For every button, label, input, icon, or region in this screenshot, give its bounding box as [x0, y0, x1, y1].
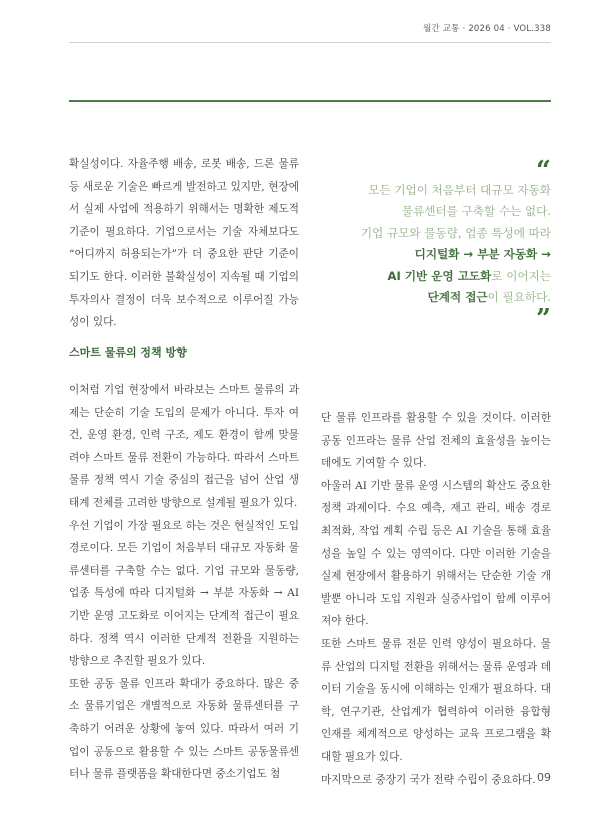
- pull-quote-text: 이 필요하다.: [487, 290, 551, 305]
- page-number: 09: [537, 771, 551, 784]
- body-paragraph: 아울러 AI 기반 물류 운영 시스템의 확산도 중요한 정책 과제이다. 수요 예측, 재고 관리, 배송 경로 최적화, 작업 계획 수립 등은 AI 기술을 통해 효율성을 높일 수 있는 영역이다. 다만 이러한 기술을 실제 현장에서 활용하기 위해서는 단순한 기술 개발뿐 아니라 도입 지원과 실증사업이 함께 이루어져야 한다.: [321, 479, 551, 628]
- section-heading: 스마트 물류의 정책 방향: [69, 346, 187, 359]
- pull-quote-line: 모든 기업이 처음부터 대규모 자동화: [368, 183, 551, 197]
- body-paragraph: 마지막으로 중장기 국가 전략 수립이 중요하다.: [321, 773, 536, 786]
- pull-quote-text: 로 이어지는: [491, 268, 551, 283]
- pull-quote-line: 기업 규모와 물동량, 업종 특성에 따라: [360, 225, 551, 240]
- body-paragraph: 이처럼 기업 현장에서 바라보는 스마트 물류의 과제는 단순히 기술 도입의 문제가 아니다. 투자 여건, 운영 환경, 인력 구조, 제도 환경이 함께 맞물려야 스마트 물류 전환이 가능하다. 따라서 스마트 물류 정책 역시 기술 중심의 접근을 넘어 산업 생태계 전체를 고려한 방향으로 설계될 필요가 있다.: [69, 384, 299, 509]
- body-paragraph: 우선 기업이 가장 필요로 하는 것은 현실적인 도입 경로이다. 모든 기업이 처음부터 대규모 자동화 물류센터를 구축할 수는 없다. 기업 규모와 물동량, 업종 특성에 따라 디지털화 → 부분 자동화 → AI 기반 운영 고도화로 이어지는 단계적 접근이 필요하다. 정책 역시 이러한 단계적 전환을 지원하는 방향으로 추진할 필요가 있다.: [69, 519, 299, 668]
- body-paragraph: 단 물류 인프라를 활용할 수 있을 것이다. 이러한 공동 인프라는 물류 산업 전체의 효율성을 높이는 데에도 기여할 수 있다.: [321, 412, 551, 470]
- body-paragraph: 또한 스마트 물류 전문 인력 양성이 필요하다. 물류 산업의 디지털 전환을 위해서는 물류 운영과 데이터 기술을 동시에 이해하는 인재가 필요하다. 대학, 연구기관, 산업계가 협력하여 이러한 융합형 인재를 체계적으로 양성하는 교육 프로그램을 확대할 필요가 있다.: [321, 637, 551, 763]
- pull-quote-line: 물류센터를 구축할 수는 없다.: [401, 204, 551, 219]
- body-paragraph: 또한 공동 물류 인프라 확대가 중요하다. 많은 중소 물류기업은 개별적으로 자동화 물류센터를 구축하기 어려운 상황에 놓여 있다. 따라서 여러 기업이 공동으로 활용할 수 있는 스마트 공동물류센터나 물류 플랫폼을 확대한다면 중소기업도 첨: [69, 677, 299, 781]
- pull-quote-emphasis: AI 기반 운영 고도화: [387, 268, 492, 283]
- right-column: [321, 407, 551, 791]
- header-divider: [69, 42, 551, 43]
- magazine-header: 월간 교통 · 2026 04 · VOL.338: [423, 24, 551, 34]
- pull-quote-emphasis: 단계적 접근: [427, 290, 488, 305]
- accent-divider: [69, 100, 551, 102]
- body-paragraph: 확실성이다. 자율주행 배송, 로봇 배송, 드론 물류 등 새로운 기술은 빠르게 발전하고 있지만, 현장에서 실제 사업에 적용하기 위해서는 명확한 제도적 기준이 필요하다. 기업으로서는 기술 자체보다도 “어디까지 허용되는가”가 더 중요한 판단 기준이 되기도 한다. 이러한 불확실성이 지속될 때 기업의 투자의사 결정이 더욱 보수적으로 이루어질 가능성이 있다.: [69, 158, 299, 329]
- pull-quote-line: [311, 266, 551, 287]
- pull-quote-line: 디지털화 → 부분 자동화 →: [414, 247, 551, 262]
- left-column: [69, 379, 299, 786]
- open-quote-icon: “: [536, 156, 551, 186]
- pull-quote: [311, 156, 551, 335]
- close-quote-icon: ”: [536, 304, 551, 335]
- pull-quote-line: [311, 287, 551, 308]
